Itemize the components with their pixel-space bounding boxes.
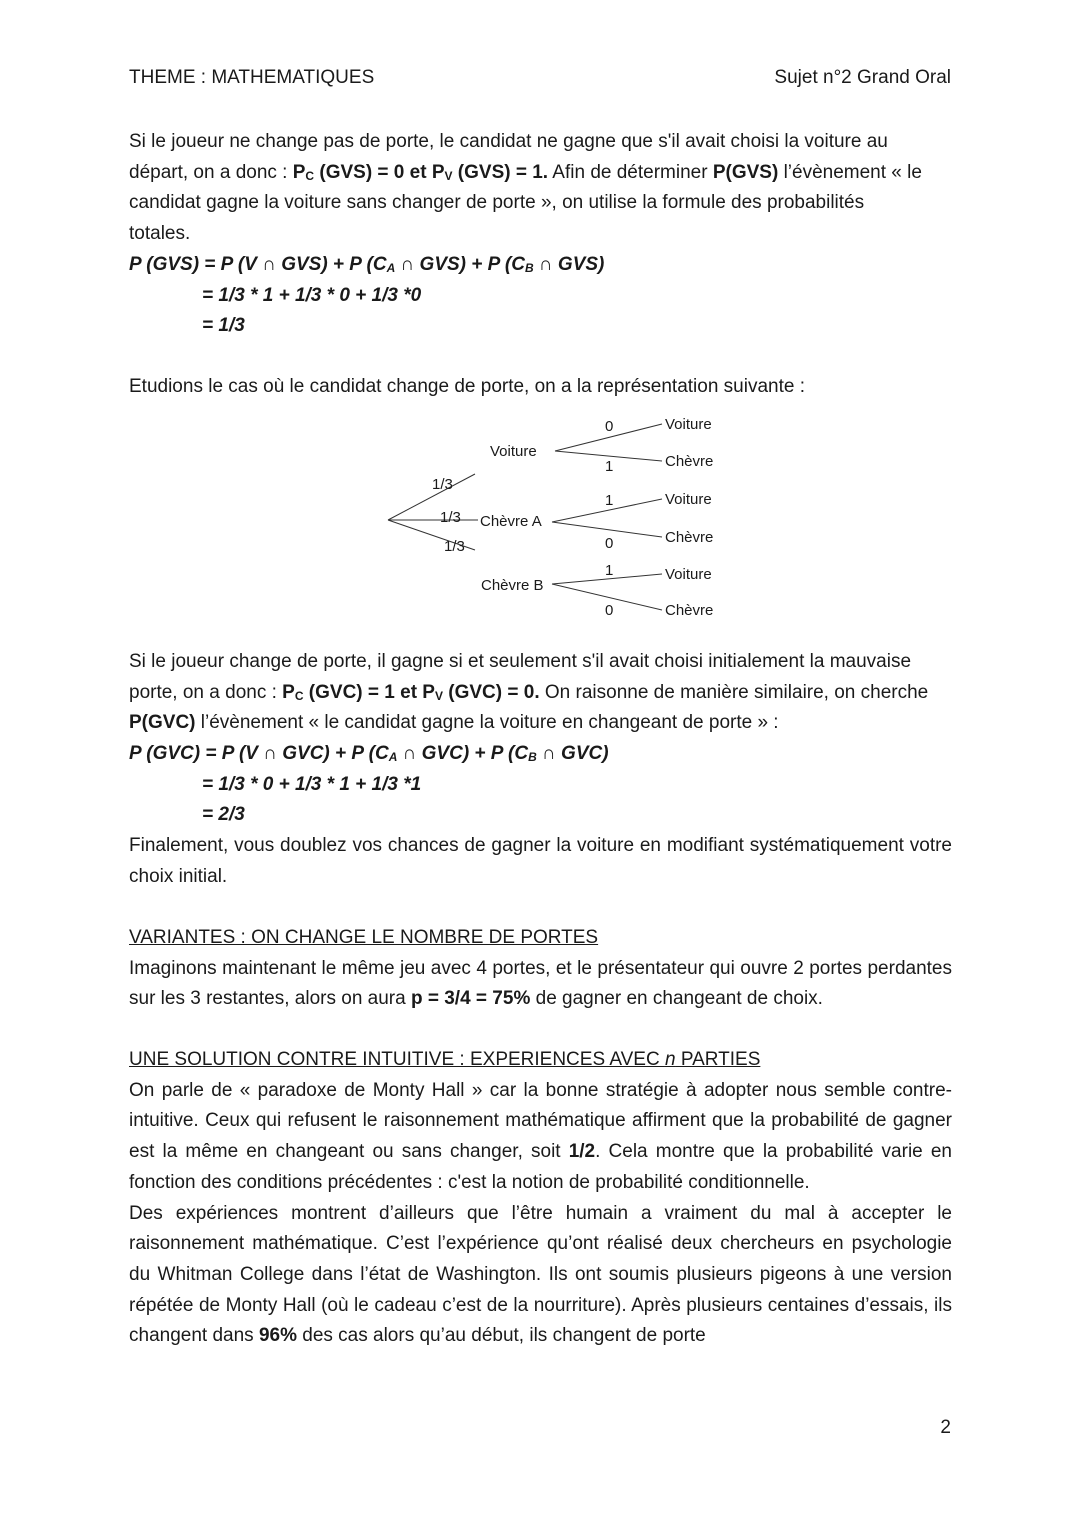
header-subject: Sujet n°2 Grand Oral bbox=[774, 67, 951, 88]
text-line: totales. bbox=[129, 223, 191, 245]
section-text: On parle de « paradoxe de Monty Hall » car la bonne stratégie à adopter nous semble contre-intuitive. Ceux qui refusent le raisonnement mathématique affirment que la probabilité de gagner est la même en changeant ou sans changer, soit 1/2. Cela montre que la probabilité varie en fonction des conditions précédentes : c'est la notion de probabilité conditionnelle. bbox=[129, 1079, 952, 1193]
text-line: porte, on a donc : $P_C$ (GVC) = 1 et $P_V$ (GVC) = 0. On raisonne de manière similaire, on cherche bbox=[129, 681, 929, 703]
tree-prob-label: 0 bbox=[605, 535, 614, 552]
tree-prob-label: 1/3 bbox=[444, 538, 465, 555]
text-line: Si le joueur change de porte, il gagne si et seulement s'il avait choisi initialement la mauvaise bbox=[129, 651, 912, 672]
paragraph-change bbox=[129, 647, 952, 739]
formula-gvc bbox=[129, 739, 952, 831]
tree-prob-label: 1/3 bbox=[440, 509, 461, 526]
tree-outcome-label: Voiture bbox=[665, 566, 712, 583]
tree-prob-label: 1/3 bbox=[432, 476, 453, 493]
section-contre-intuitive bbox=[129, 1045, 952, 1352]
header-theme: THEME : MATHEMATIQUES bbox=[129, 67, 375, 88]
formula-line: P (GVC) = P (V ∩ GVC) + P ($C_A$ ∩ GVC) + P ($C_B$ ∩ GVC) bbox=[129, 743, 609, 764]
formula-line: = 1/3 * 0 + 1/3 * 1 + 1/3 *1 bbox=[202, 773, 422, 795]
tree-prob-label: 0 bbox=[605, 418, 614, 435]
page-number: 2 bbox=[940, 1417, 951, 1438]
paragraph-conclusion: Finalement, vous doublez vos chances de gagner la voiture en modifiant systématiquement votre choix initial. bbox=[129, 835, 952, 887]
tree-prob-label: 0 bbox=[605, 602, 614, 619]
text-line: Si le joueur ne change pas de porte, le candidat ne gagne que s'il avait choisi la voiture au bbox=[129, 131, 888, 152]
tree-outcome-label: Voiture bbox=[665, 416, 712, 433]
section-heading: UNE SOLUTION CONTRE INTUITIVE : EXPERIENCES AVEC n PARTIES bbox=[129, 1049, 761, 1070]
section-text: Des expériences montrent d’ailleurs que l’être humain a vraiment du mal à accepter le raisonnement mathématique. C’est l’expérience qu’ont réalisé deux chercheurs en psychologie du Whitman College dans l’état de Washington. Ils ont soumis plusieurs pigeons à une version répétée de Monty Hall (où le cadeau c’est de la nourriture). Après plusieurs centaines d’essais, ils changent dans 96% des cas alors qu’au début, ils changent de porte bbox=[129, 1202, 952, 1347]
formula-line: = 1/3 * 1 + 1/3 * 0 + 1/3 *0 bbox=[202, 284, 422, 306]
section-heading: VARIANTES : ON CHANGE LE NOMBRE DE PORTES bbox=[129, 927, 599, 948]
text-line: Etudions le cas où le candidat change de porte, on a la représentation suivante : bbox=[129, 376, 806, 397]
formula-line: = 2/3 bbox=[202, 804, 245, 826]
paragraph-no-change bbox=[129, 127, 952, 250]
section-text: Imaginons maintenant le même jeu avec 4 portes, et le présentateur qui ouvre 2 portes perdantes sur les 3 restantes, alors on aura p = 3/4 = 75% de gagner en changeant de choix. bbox=[129, 957, 952, 1010]
tree-node-label: Chèvre A bbox=[480, 513, 542, 530]
tree-outcome-label: Chèvre bbox=[665, 453, 714, 470]
text-line: P(GVC) l’évènement « le candidat gagne la voiture en changeant de porte » : bbox=[129, 712, 779, 734]
text-line: candidat gagne la voiture sans changer de porte », on utilise la formule des probabilités bbox=[129, 192, 865, 214]
paragraph-tree-intro bbox=[129, 372, 952, 403]
tree-prob-label: 1 bbox=[605, 492, 614, 509]
tree-outcome-label: Voiture bbox=[665, 491, 712, 508]
probability-tree bbox=[380, 408, 740, 628]
tree-node-label: Voiture bbox=[490, 443, 537, 460]
formula-line: = 1/3 bbox=[202, 315, 245, 337]
section-variantes bbox=[129, 923, 952, 1015]
formula-line: P (GVS) = P (V ∩ GVS) + P ($C_A$ ∩ GVS) + P ($C_B$ ∩ GVS) bbox=[129, 254, 605, 275]
tree-node-label: Chèvre B bbox=[481, 577, 544, 594]
tree-prob-label: 1 bbox=[605, 458, 614, 475]
tree-outcome-label: Chèvre bbox=[665, 602, 714, 619]
formula-gvs bbox=[129, 250, 952, 342]
tree-prob-label: 1 bbox=[605, 562, 614, 579]
tree-outcome-label: Chèvre bbox=[665, 529, 714, 546]
text-line: départ, on a donc : $P_C$ (GVS) = 0 et $P_V$ (GVS) = 1. Afin de déterminer P(GVS) l’évènement « le bbox=[129, 161, 922, 183]
